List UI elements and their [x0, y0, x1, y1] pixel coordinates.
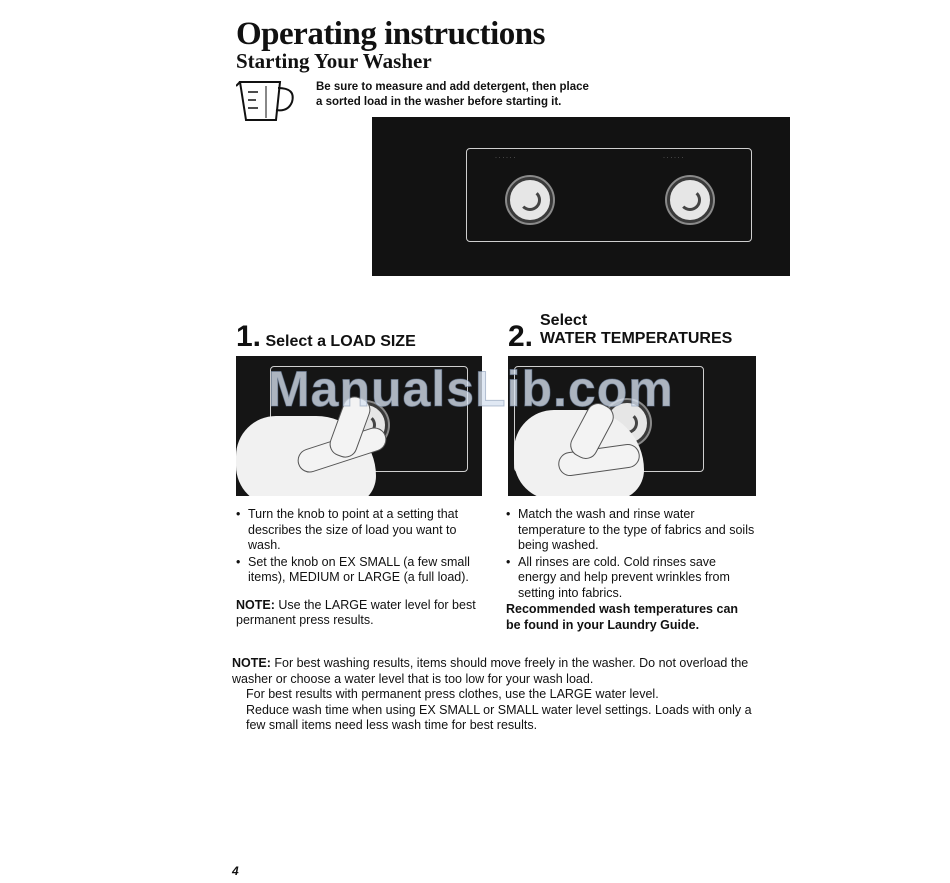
step2-label-line1: Select — [540, 312, 588, 329]
step1-bullets — [236, 507, 486, 586]
section-subtitle: Starting Your Washer — [236, 49, 432, 73]
intro-line-2: a sorted load in the washer before starting it. — [316, 96, 562, 108]
bottom-note-prefix: NOTE: — [232, 656, 271, 670]
panel-dots-right: · · · · · · — [663, 155, 684, 161]
step2-recommendation: Recommended wash temperatures can be found in your Laundry Guide. — [506, 602, 739, 632]
step1-bullet-1: • Turn the knob to point at a setting that describes the size of load you want to wash. — [236, 507, 486, 554]
page-number: 4 — [232, 864, 239, 878]
bottom-note-line-1: For best washing results, items should move freely in the washer. Do not overload the washer or choose a water level that is too low for your wash load. — [232, 656, 749, 686]
bottom-note-line-3: Reduce wash time when using EX SMALL or SMALL water level settings. Loads with only a few small items need less wash time for best results. — [246, 702, 752, 732]
control-panel-frame — [466, 148, 752, 242]
step2-bullet-1: • Match the wash and rinse water temperature to the type of fabrics and soils being washed. — [506, 507, 756, 554]
panel-dots-left: · · · · · · — [495, 155, 516, 161]
step1-number: 1. — [236, 320, 262, 353]
step2-bullet-2: • All rinses are cold. Cold rinses save energy and help prevent wrinkles from setting into fabrics. — [506, 555, 756, 602]
temperature-knob-illustration — [667, 177, 713, 223]
step1-bullet-2: • Set the knob on EX SMALL (a few small items), MEDIUM or LARGE (a full load). — [236, 555, 486, 586]
step2-label-line2: WATER TEMPERATURES — [540, 330, 733, 347]
step1-note — [236, 598, 486, 629]
step1-heading — [236, 320, 416, 354]
intro-line-1: Be sure to measure and add detergent, then place — [316, 81, 589, 93]
watermark: ManualsLib.com — [268, 361, 674, 417]
step1-text — [236, 507, 486, 629]
control-panel-photo — [372, 117, 790, 276]
measuring-cup-icon — [236, 78, 304, 124]
step2-text — [506, 507, 756, 633]
intro-text — [316, 80, 736, 110]
page-title: Operating instructions — [236, 16, 545, 52]
load-size-knob-illustration — [507, 177, 553, 223]
step2-number: 2. — [508, 320, 534, 353]
bottom-note-line-2: For best results with permanent press clothes, use the LARGE water level. — [246, 687, 659, 701]
bottom-note-para-1 — [232, 656, 752, 687]
step1-note-prefix: NOTE: — [236, 597, 275, 612]
bottom-note — [232, 656, 752, 734]
step1-label: Select a LOAD SIZE — [265, 333, 416, 350]
step2-bullets — [506, 507, 756, 601]
step1-note-text: Use the LARGE water level for best permanent press results. — [236, 597, 476, 627]
